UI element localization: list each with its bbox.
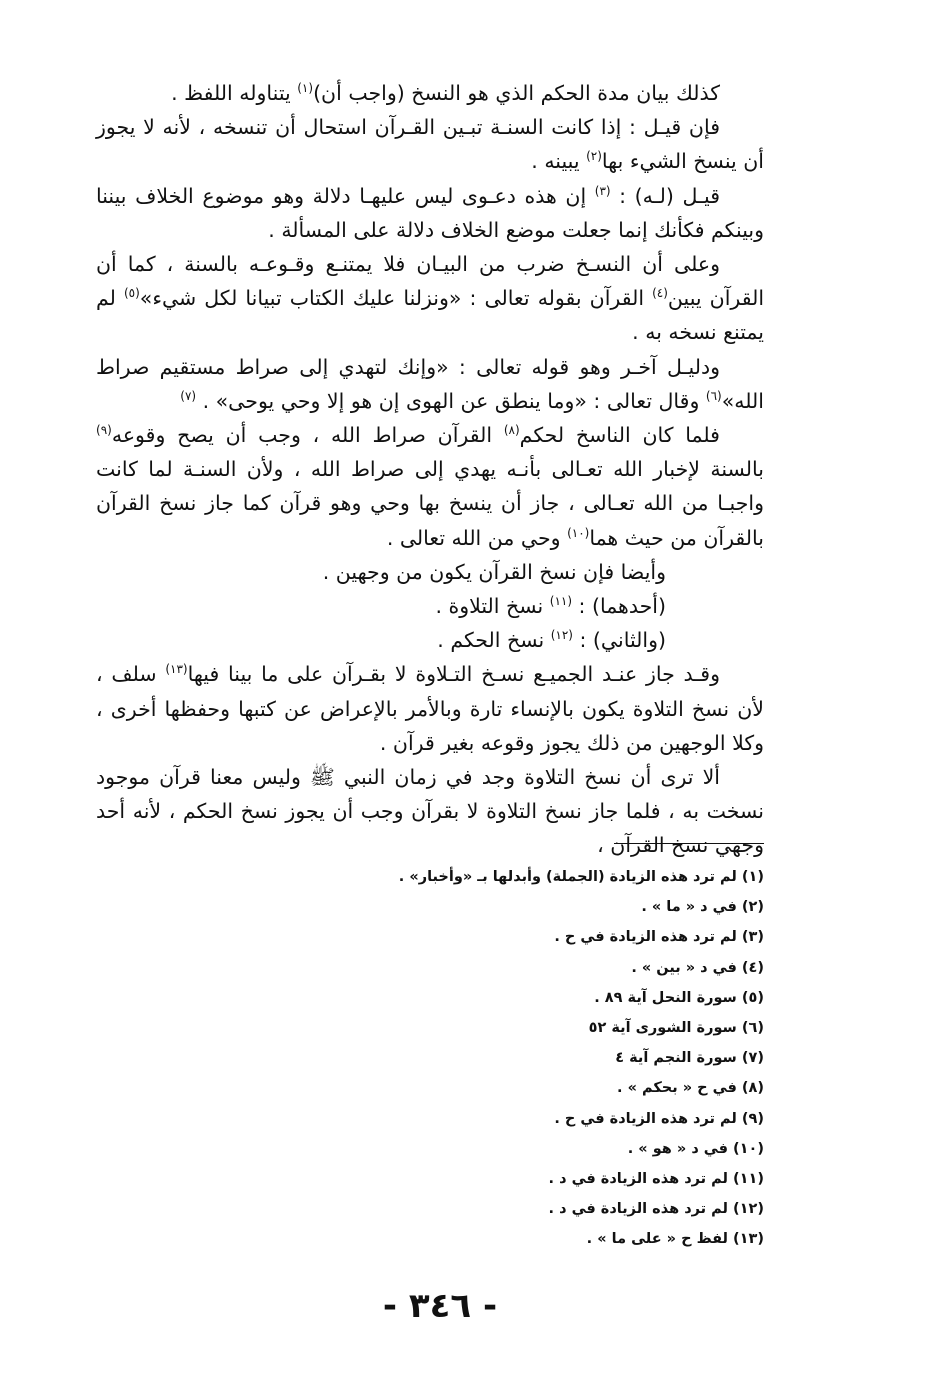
body-text: نسخ التلاوة . — [435, 594, 550, 619]
body-text: وقـد جاز عنـد الجميـع نسـخ التـلاوة لا بقـرآن على ما بينا فيها — [187, 662, 720, 687]
footnote-marker: (١١) — [549, 594, 573, 609]
body-text: (والثاني) : — [572, 628, 666, 653]
footnote: (١١) لم ترد هذه الزيادة في د . — [548, 1171, 764, 1188]
footnote: (٣) لم ترد هذه الزيادة في ح . — [554, 929, 764, 946]
footnote-marker: (١٠) — [567, 525, 590, 540]
footnote: (١) لم ترد هذه الزيادة (الجملة) وأبدلها بـ «وأخبار» . — [398, 869, 764, 885]
body-paragraph — [96, 657, 764, 760]
body-paragraph — [96, 589, 764, 623]
footnote: (٦) سورة الشورى آية ٥٢ — [588, 1020, 764, 1037]
page-number: - ٣٤٦ - — [382, 1286, 498, 1326]
body-paragraph — [96, 247, 764, 350]
body-paragraph — [96, 623, 764, 657]
footnote: (١٠) في د « هو » . — [627, 1140, 764, 1157]
footnote-marker: (٧) — [180, 389, 197, 403]
body-paragraph — [96, 760, 764, 863]
body-text: وقال تعالى : «وما ينطق عن الهوى إن هو إلا وحي يوحى» . — [196, 388, 706, 413]
body-text: لم يمتنع نسخه به . — [96, 286, 764, 345]
body-text: سلف ، لأن نسخ التلاوة يكون بالإنساء تارة وبالأمر بالإعراض عن كتبها وحفظها أخرى ، وكلا الوجهين من ذلك يجوز وقوعه بغير قرآن . — [96, 662, 764, 755]
footnote: (٤) في د « بين » . — [631, 959, 764, 976]
footnote-marker: (٨) — [503, 423, 520, 438]
footnotes — [200, 862, 764, 1255]
body-text: ألا ترى أن نسخ التلاوة وجد في زمان النبي ﷺ وليس معنا قرآن موجود نسخت به ، فلما جاز نسخ التلاوة لا بقرآن وجب أن يجوز نسخ الحكم ، لأنه أحد وجهي نسخ القرآن ، — [96, 765, 764, 858]
footnote: (١٢) لم ترد هذه الزيادة في د . — [548, 1201, 764, 1218]
footnote-marker: (١٣) — [165, 662, 188, 677]
body-paragraph — [96, 555, 764, 589]
body-text: يبينه . — [531, 149, 587, 174]
footnote: (٢) في د « ما » . — [641, 899, 764, 916]
body-text: فلما كان الناسخ لحكم — [519, 423, 720, 448]
body-paragraph — [96, 110, 764, 178]
body-text: يتناوله اللفظ . — [171, 81, 298, 105]
footnote: (٥) سورة النحل آية ٨٩ . — [594, 989, 764, 1006]
footnote: (٨) في ح « بحكم » . — [617, 1080, 764, 1097]
body-text: وعلى أن النسـخ ضرب من البيـان فلا يمتنـع وقـوعـه بالسنة ، كما أن القرآن يبين — [96, 252, 765, 311]
main-text — [96, 76, 764, 863]
body-text: إن هذه دعـوى ليس عليهـا دلالة وهو موضوع الخلاف بيننا وبينكم فكأنك إنما جعلت موضع الخلاف دلالة على المسألة . — [96, 183, 764, 242]
body-paragraph — [96, 418, 764, 555]
footnote-separator — [614, 843, 764, 844]
body-text: ودليـل آخـر وهو قوله تعالى : «وإنك لتهدي إلى صراط مستقيم صراط الله» — [96, 354, 764, 413]
footnote-marker: (٦) — [705, 389, 722, 403]
body-text: قيـل (لـه) : — [610, 183, 721, 208]
footnote-marker: (٤) — [652, 286, 668, 301]
footnote-marker: (٥) — [123, 286, 140, 301]
body-paragraph — [96, 350, 764, 418]
body-text: القرآن بقوله تعالى : «ونزلنا عليك الكتاب تبيانا لكل شيء» — [139, 286, 653, 311]
body-paragraph — [96, 76, 764, 110]
body-text: بالسنة لإخبار الله تعـالى بأنـه يهدي إلى صراط الله ، ولأن السنـة لما كانت واجبـا من الله تعـالى ، جاز أن ينسخ بها وحي وهو قرآن كما جاز نسخ القرآن بالقرآن من حيث هما — [96, 457, 764, 550]
footnote-marker: (٢) — [586, 149, 602, 164]
body-text: كذلك بيان مدة الحكم الذي هو النسخ (واجب أن) — [313, 81, 720, 105]
footnote-marker: (٩) — [96, 423, 112, 438]
footnote: (٧) سورة النجم آية ٤ — [615, 1050, 764, 1067]
footnote: (٩) لم ترد هذه الزيادة في ح . — [554, 1110, 764, 1127]
footnote-marker: (٣) — [594, 183, 611, 198]
body-text: نسخ الحكم . — [437, 628, 551, 653]
footnote: (١٣) لفظ ح « على ما » . — [586, 1231, 764, 1248]
body-text: (أحدهما) : — [572, 594, 666, 619]
footnote-marker: (١٢) — [550, 628, 573, 643]
footnote-marker: (١) — [297, 81, 314, 96]
body-text: وأيضا فإن نسخ القرآن يكون من وجهين . — [322, 559, 666, 584]
body-paragraph — [96, 179, 764, 247]
body-text: فإن قيـل : إذا كانت السنـة تبـين القـرآن استحال أن تنسخه ، لأنه لا يجوز أن ينسخ الشيء بها — [96, 115, 764, 174]
body-text: وحي من الله تعالى . — [386, 525, 568, 550]
body-text: القرآن صراط الله ، وجب أن يصح وقوعه — [111, 423, 504, 448]
